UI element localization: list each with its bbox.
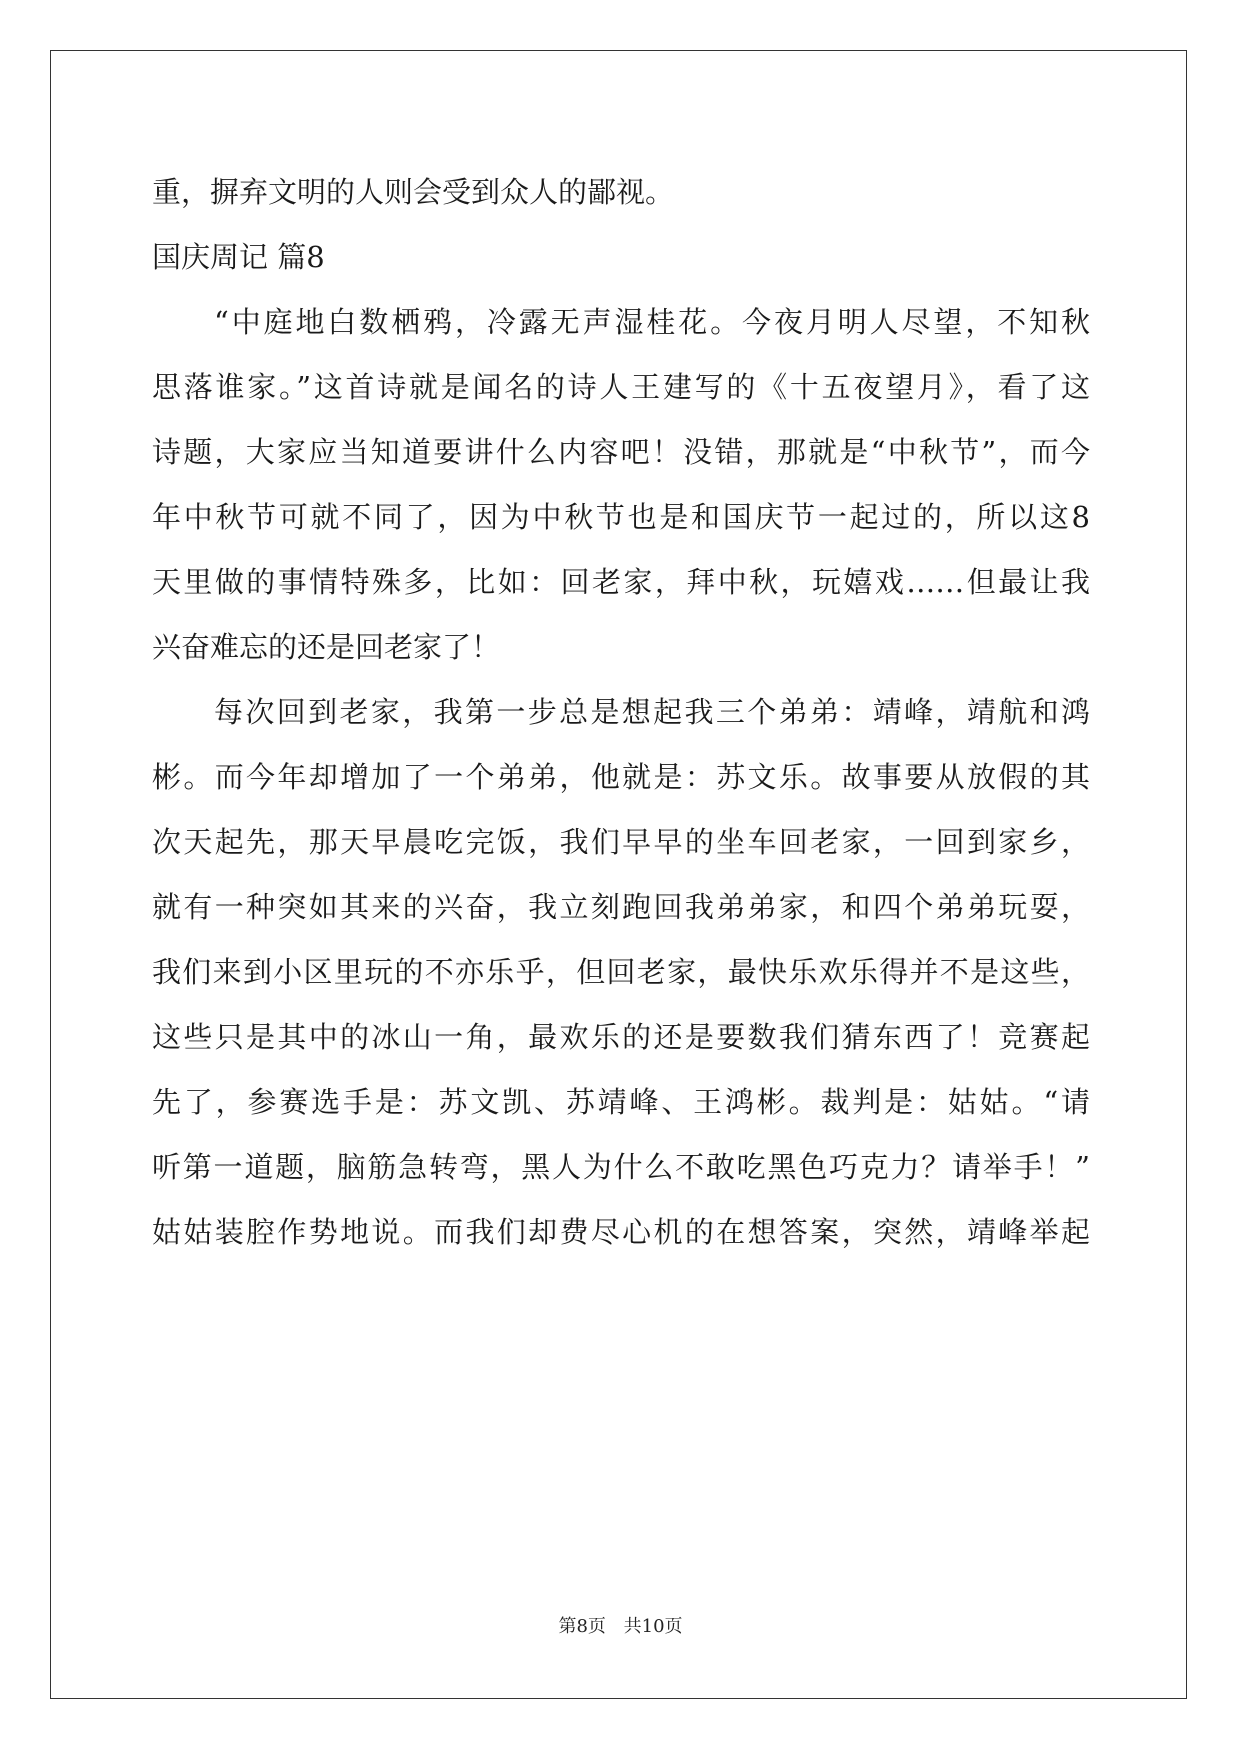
text-line-7: 天里做的事情特殊多，比如：回老家，拜中秋，玩嬉戏……但最让我	[152, 565, 1090, 599]
page-number: 第8页	[558, 1616, 606, 1637]
text-line-10: 彬。而今年却增加了一个弟弟，他就是：苏文乐。故事要从放假的其	[152, 760, 1090, 794]
text-line-15: 先了，参赛选手是：苏文凯、苏靖峰、王鸿彬。裁判是：姑姑。“请	[152, 1085, 1090, 1119]
text-line-8: 兴奋难忘的还是回老家了！	[152, 630, 501, 664]
text-line-17: 姑姑装腔作势地说。而我们却费尽心机的在想答案，突然，靖峰举起	[152, 1215, 1090, 1249]
document-body	[152, 160, 1090, 1265]
text-line-5: 诗题，大家应当知道要讲什么内容吧！没错，那就是“中秋节”，而今	[152, 435, 1090, 469]
text-line-14: 这些只是其中的冰山一角，最欢乐的还是要数我们猜东西了！竞赛起	[152, 1020, 1090, 1054]
text-line-1: 重，摒弃文明的人则会受到众人的鄙视。	[152, 175, 675, 209]
page-footer	[0, 1612, 1241, 1638]
text-line-4: 思落谁家。”这首诗就是闻名的诗人王建写的《十五夜望月》，看了这	[152, 370, 1090, 404]
text-line-13: 我们来到小区里玩的不亦乐乎，但回老家，最快乐欢乐得并不是这些，	[152, 955, 1090, 989]
text-line-9: 每次回到老家，我第一步总是想起我三个弟弟：靖峰，靖航和鸿	[214, 695, 1090, 729]
text-line-11: 次天起先，那天早晨吃完饭，我们早早的坐车回老家，一回到家乡，	[152, 825, 1090, 859]
text-line-6: 年中秋节可就不同了，因为中秋节也是和国庆节一起过的，所以这8	[152, 500, 1090, 534]
text-line-12: 就有一种突如其来的兴奋，我立刻跑回我弟弟家，和四个弟弟玩耍，	[152, 890, 1090, 924]
text-line-3: “中庭地白数栖鸦，冷露无声湿桂花。今夜月明人尽望，不知秋	[214, 305, 1090, 339]
text-line-16: 听第一道题，脑筋急转弯，黑人为什么不敢吃黑色巧克力？请举手！”	[152, 1150, 1090, 1184]
section-heading: 国庆周记 篇8	[152, 240, 325, 274]
page-total: 共10页	[623, 1616, 683, 1637]
